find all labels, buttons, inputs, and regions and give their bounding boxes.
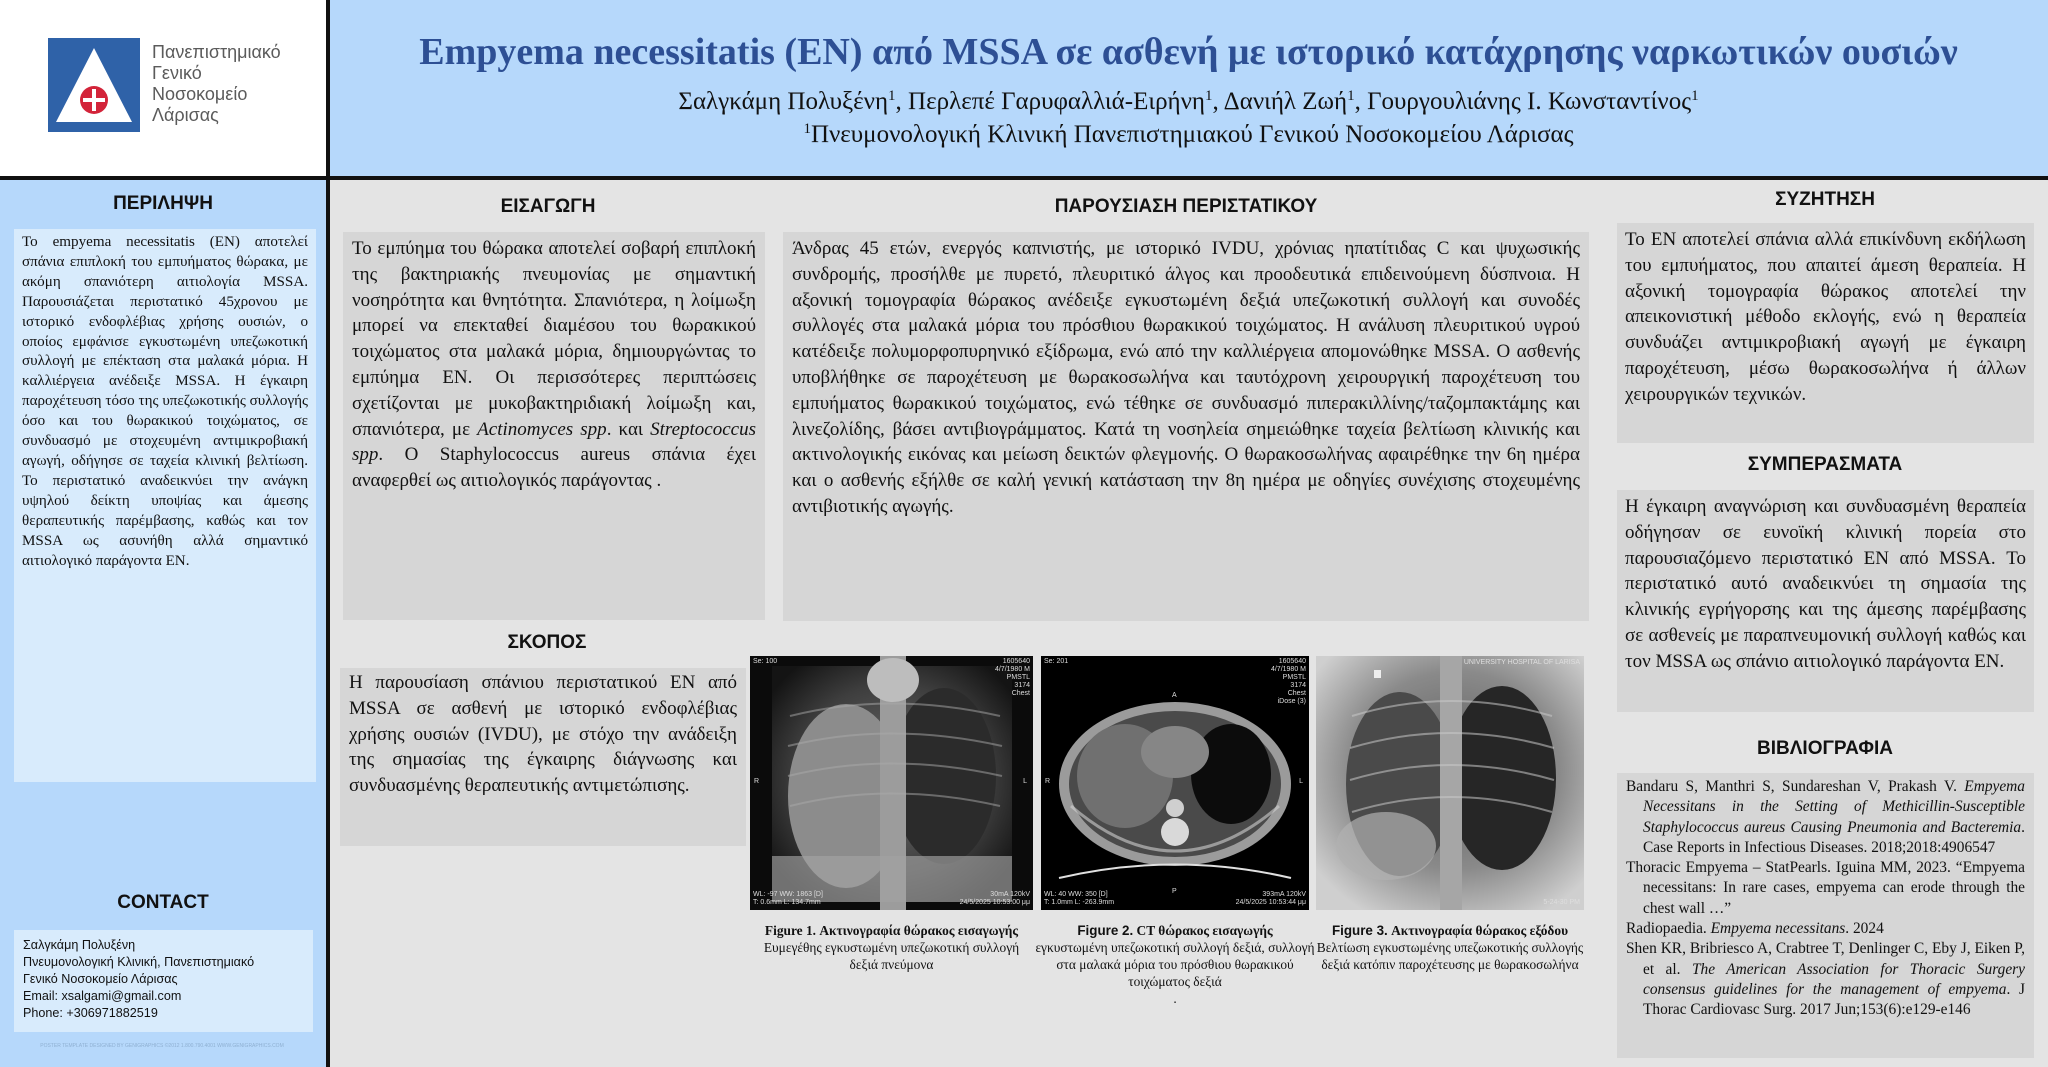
xray-side-marker: R	[754, 778, 760, 785]
reference-source: . J Thorac Cardiovasc Surg. 2017 Jun;153(6):e129-e146	[1643, 980, 2025, 1019]
figure-label: Figure 3.	[1331, 923, 1388, 938]
discussion-box	[1617, 223, 2034, 443]
chest-xray-icon	[1316, 656, 1584, 910]
intro-text-part: . και	[606, 418, 644, 440]
ct-overlay-line: 4/7/1980 M	[1270, 666, 1306, 673]
aim-text: Η παρουσίαση σπάνιου περιστατικού EN από MSSA σε ασθενή με ιστορικό ενδοφλέβιας χρήσης ουσιών (IVDU), με στόχο την ανάδειξη της σημασίας της έγκαιρης διάγνωσης και συνδυασμένης θεραπευτικής αντιμετώπισης.	[349, 672, 737, 797]
logo-line: Λάρισας	[152, 105, 219, 125]
xray-overlay-line: WL: -97 WW: 1863 [D]	[753, 891, 823, 898]
xray-overlay-line: 24/5/2025 10:53:00 μμ	[959, 899, 1030, 906]
affiliation-mark: 1	[803, 121, 811, 137]
figure-3-caption	[1308, 922, 1592, 973]
title-banner	[329, 0, 2048, 176]
figure-caption-trailing: .	[1173, 991, 1177, 1006]
xray-overlay-line: PMSTL	[1006, 674, 1030, 681]
contact-heading: CONTACT	[117, 892, 209, 913]
affiliation-mark: 1	[1691, 88, 1699, 104]
reference-title: Empyema necessitans	[1710, 920, 1846, 938]
reference-authors: Thoracic Empyema – StatPearls. Iguina MM, 2023.	[1626, 859, 1951, 877]
xray-overlay	[960, 891, 1030, 907]
ct-overlay-line: 1605640	[1278, 658, 1306, 665]
contact-phone: Phone: +306971882519	[23, 1006, 158, 1020]
left-column	[0, 180, 326, 1067]
xray-overlay	[995, 658, 1030, 698]
main-area	[330, 180, 2048, 1067]
ct-overlay-line: iDose (3)	[1277, 698, 1306, 705]
ct-overlay-line: PMSTL	[1282, 674, 1306, 681]
intro-organism: Streptococcus spp	[352, 418, 756, 466]
intro-text-part: Το εμπύημα του θώρακα αποτελεί σοβαρή επιπλοκή της βακτηριακής πνευμονίας με σημαντική νοσηρότητα και θνητότητα. Σπανιότερα, η λοίμωξη μπορεί να επεκταθεί διαμέσου του θωρακικού τοιχώματος στα μαλακά μόρια, δημιουργώντας το εμπύημα EN. Οι περισσότερες περιπτώσεις σχετίζονται με μυκοβακτηριδιακή λοίμωξη και, σπανιότερα, με	[352, 238, 756, 440]
author-name: Σαλγκάμη Πολυξένη	[678, 88, 889, 115]
reference-authors: Shen KR, Bribriesco A, Crabtree T, Denlinger C, Eby J, Eiken P, et al.	[1626, 940, 2025, 978]
contact-box	[14, 930, 313, 1032]
figure-1-caption	[750, 922, 1033, 973]
xray-overlay: 5-24-30 PM	[1543, 899, 1580, 906]
aim-heading: ΣΚΟΠΟΣ	[507, 632, 587, 653]
author-name: Γουργουλιάνης Ι. Κωνσταντίνος	[1367, 88, 1692, 115]
xray-overlay-line: T: 0.6mm L: 134.7mm	[753, 899, 821, 906]
ct-side-marker: R	[1045, 778, 1051, 785]
ct-overlay	[1271, 658, 1306, 706]
aim-box	[340, 668, 746, 846]
figure-2-image	[1041, 656, 1309, 910]
ct-overlay	[1236, 891, 1306, 907]
xray-overlay-line: 30mA 120kV	[990, 891, 1030, 898]
xray-side-marker: L	[1023, 778, 1027, 785]
hospital-logo-icon	[48, 38, 140, 132]
ct-overlay-line: Chest	[1287, 690, 1306, 697]
reference-title: The American Association for Thoracic Surgery consensus guidelines for the management of empyema	[1643, 960, 2025, 998]
chest-xray-icon	[750, 656, 1033, 910]
logo-line: Πανεπιστημιακό	[152, 42, 281, 62]
ct-side-marker: L	[1299, 778, 1303, 785]
figure-caption-text: εγκυστωμένη υπεζωκοτική συλλογή δεξιά, συλλογή στα μαλακά μόρια του πρόσθιου θωρακικού τοιχώματος δεξιά	[1035, 940, 1315, 989]
template-credit: POSTER TEMPLATE DESIGNED BY GENIGRAPHICS ©2012 1.800.790.4001 WWW.GENIGRAPHICS.COM	[40, 1043, 284, 1049]
poster-title: Empyema necessitatis (EN) από MSSA σε ασθενή με ιστορικό κατάχρησης ναρκωτικών ουσιών	[419, 31, 1958, 73]
figure-title: Ακτινογραφία θώρακος εξόδου	[1391, 923, 1569, 938]
reference-authors: Radiopaedia.	[1626, 920, 1707, 938]
figure-2-caption	[1035, 922, 1315, 1007]
xray-overlay-line: 4/7/1980 M	[994, 666, 1030, 673]
reference-item	[1626, 919, 2025, 939]
discussion-text: Το EN αποτελεί σπάνια αλλά επικίνδυνη εκδήλωση του εμπυήματος, που απαιτεί άμεση θεραπεία. Η αξονική τομογραφία θώρακος αποτελεί την απεικονιστική μέθοδο εκλογής, ενώ η θεραπεία συνδυάζει αντιμικροβιακή αγωγή με έγκαιρη παροχέτευση, μέσω θωρακοσωλήνα ή άλλων χειρουργικών τεχνικών.	[1625, 229, 2026, 405]
contact-email: Email: xsalgami@gmail.com	[23, 989, 182, 1003]
contact-hospital: Γενικό Νοσοκομείο Λάρισας	[23, 972, 178, 986]
conclusions-heading: ΣΥΜΠΕΡΑΣΜΑΤΑ	[1747, 454, 1903, 475]
ct-side-marker: A	[1172, 692, 1177, 699]
ct-side-marker: P	[1172, 888, 1177, 895]
reference-authors: Bandaru S, Manthri S, Sundareshan V, Prakash V.	[1626, 778, 1957, 795]
reference-source: . 2024	[1845, 920, 1884, 938]
logo-line: Γενικό	[152, 63, 202, 83]
xray-overlay-line: Chest	[1011, 690, 1030, 697]
intro-box	[343, 232, 765, 620]
conclusions-box	[1617, 490, 2034, 712]
reference-item	[1626, 858, 2025, 919]
ct-overlay-line: WL: 40 WW: 350 [D]	[1044, 891, 1108, 898]
figure-label: Figure 1.	[764, 923, 816, 938]
reference-item	[1626, 939, 2025, 1020]
logo-panel	[0, 0, 326, 176]
intro-heading: ΕΙΣΑΓΩΓΗ	[500, 196, 596, 217]
summary-heading: ΠΕΡΙΛΗΨΗ	[113, 193, 213, 214]
author-list: Σαλγκάμη Πολυξένη$^1$, Περλεπέ Γαρυφαλλιά-Ειρήνη$^1$, Δανιήλ Ζωή$^1$, Γουργουλιάνης Ι. Κωνσταντίνος$^1$	[678, 88, 1699, 115]
reference-source: . Case Reports in Infectious Diseases. 2018;2018:4906547	[1643, 818, 2025, 856]
intro-organism: Actinomyces spp	[477, 418, 607, 440]
case-box	[783, 232, 1589, 621]
ct-overlay: Se: 201	[1044, 658, 1069, 665]
author-name: Περλεπέ Γαρυφαλλιά-Ειρήνη	[908, 88, 1206, 115]
summary-text: Το empyema necessitatis (EN) αποτελεί σπάνια επιπλοκή του εμπυήματος θώρακα, με ακόμη σπανιότερη αιτιολογία MSSA. Παρουσιάζεται περιστατικό 45χρονου με ιστορικό ενδοφλέβιας χρήσης ουσιών, ο οποίος εμφάνισε εγκυστωμένη υπεζωκοτική συλλογή με επέκταση στα μαλακά μόρια. Η καλλιέργεια ανέδειξε MSSA. Η έγκαιρη παροχέτευση τόσο της υπεζωκοτικής συλλογής όσο και του θωρακικού τοιχώματος, σε συνδυασμό με στοχευμένη αντιμικροβιακή αγωγή, οδήγησε σε ταχεία κλινική βελτίωση. Το περιστατικό αναδεικνύει την ανάγκη υψηλού δείκτη υποψίας και άμεσης θεραπευτικής παρέμβασης, καθώς και τον MSSA ως ασυνήθη αλλά σημαντικό αιτιολογικό παράγοντα EN.	[22, 234, 308, 569]
affiliation-mark: 1	[1347, 88, 1355, 104]
reference-title: Empyema Necessitans in the Setting of Methicillin-Susceptible Staphylococcus aureus Causing Pneumonia and Bacteremia	[1643, 778, 2025, 836]
affiliation-mark: 1	[888, 88, 896, 104]
reference-source: “Empyema necessitans: In rare cases, empyema can erode through the chest wall …”	[1643, 859, 2025, 917]
intro-text	[352, 236, 756, 494]
contact-name: Σαλγκάμη Πολυξένη	[23, 938, 136, 952]
ct-overlay	[1044, 891, 1114, 907]
logo-line: Νοσοκομείο	[152, 84, 248, 104]
references-list	[1626, 777, 2025, 1021]
references-box	[1617, 773, 2034, 1058]
ct-overlay-line: 24/5/2025 10:53:44 μμ	[1235, 899, 1306, 906]
xray-overlay-line: 1605640	[1002, 658, 1030, 665]
xray-overlay	[753, 891, 823, 907]
ct-overlay-line: 3174	[1290, 682, 1306, 689]
figure-3-image	[1316, 656, 1584, 910]
xray-overlay-line: 3174	[1014, 682, 1030, 689]
figure-title: Ακτινογραφία θώρακος εισαγωγής	[819, 923, 1019, 938]
affiliation-text: Πνευμονολογική Κλινική Πανεπιστημιακού Γενικού Νοσοκομείου Λάρισας	[810, 121, 1574, 148]
ct-overlay-line: T: 1.0mm L: -263.9mm	[1044, 899, 1115, 906]
summary-box	[14, 229, 316, 782]
xray-overlay: Se: 100	[753, 658, 778, 665]
references-heading: ΒΙΒΛΙΟΓΡΑΦΙΑ	[1757, 738, 1893, 759]
case-heading: ΠΑΡΟΥΣΙΑΣΗ ΠΕΡΙΣΤΑΤΙΚΟΥ	[1054, 196, 1318, 217]
contact-dept: Πνευμονολογική Κλινική, Πανεπιστημιακό	[23, 955, 255, 969]
ct-overlay-line: 393mA 120kV	[1262, 891, 1306, 898]
author-name: Δανιήλ Ζωή	[1223, 88, 1348, 115]
discussion-heading: ΣΥΖΗΤΗΣΗ	[1775, 189, 1875, 210]
figure-title: CT θώρακος εισαγωγής	[1136, 923, 1273, 938]
xray-overlay: UNIVERSITY HOSPITAL OF LARISA	[1463, 659, 1580, 666]
reference-item	[1626, 777, 2025, 858]
affiliation-mark: 1	[1205, 88, 1213, 104]
logo-wordmark	[152, 42, 281, 126]
figure-label: Figure 2.	[1077, 923, 1134, 938]
conclusions-text: Η έγκαιρη αναγνώριση και συνδυασμένη θεραπεία οδήγησαν σε ευνοϊκή κλινική πορεία στο παρουσιαζόμενο περιστατικό EN από MSSA. Το περιστατικό αυτό αναδεικνύει τη σημασία της κλινικής εγρήγορσης και της άμεσης παρέμβασης σε ασθενείς με παραπνευμονική συλλογή καθώς και τον MSSA ως σπάνιο αιτιολογικό παράγοντα EN.	[1625, 496, 2026, 672]
figure-1-image	[750, 656, 1033, 910]
case-text: Άνδρας 45 ετών, ενεργός καπνιστής, με ιστορικό IVDU, χρόνιας ηπατίτιδας C και ψυχωσικής συνδρομής, προσήλθε με πυρετό, πλευριτικό άλγος και προοδευτικά επιδεινούμενη δύσπνοια. Η αξονική τομογραφία θώρακος ανέδειξε εγκυστωμένη δεξιά υπεζωκοτική συλλογή και συνοδές συλλογές στα μαλακά μόρια του πρόσθιου θωρακικού τοιχώματος. Η ανάλυση πλευριτικού υγρού κατέδειξε πολυμορφοπυρηνικό εξίδρωμα, ενώ από την καλλιέργεια απομονώθηκε MSSA. Ο ασθενής υποβλήθηκε σε παροχέτευση με θωρακοσωλήνα και ταυτόχρονη χειρουργική παροχέτευση του εμπυήματος θωρακικού τοιχώματος, ενώ τέθηκε σε συνδυασμό πιπερακιλλίνης/ταζομπακτάμης και λινεζολίδης, βάσει αντιβιογράμματος. Κατά τη νοσηλεία σημειώθηκε ταχεία βελτίωση κλινικής και ακτινολογικής εικόνας και μείωση δεικτών φλεγμονής. Ο θωρακοσωλήνας αφαιρέθηκε την 6η ημέρα και ο ασθενής εξήλθε σε καλή γενική κατάσταση την 8η ημέρα με οδηγίες συνέχισης στοχευμένης αντιβιοτικής αγωγής.	[792, 238, 1580, 517]
figure-caption-text: Βελτίωση εγκυστωμένης υπεζωκοτικής συλλογής δεξιά κατόπιν παροχέτευσης με θωρακοσωλήνα	[1316, 940, 1584, 972]
intro-text-part: . O Staphylococcus aureus σπάνια έχει αναφερθεί ως αιτιολογικός παράγοντας .	[352, 444, 756, 492]
figure-caption-text: Ευμεγέθης εγκυστωμένη υπεζωκοτική συλλογή δεξιά πνεύμονα	[763, 940, 1020, 972]
affiliation	[329, 121, 2048, 149]
